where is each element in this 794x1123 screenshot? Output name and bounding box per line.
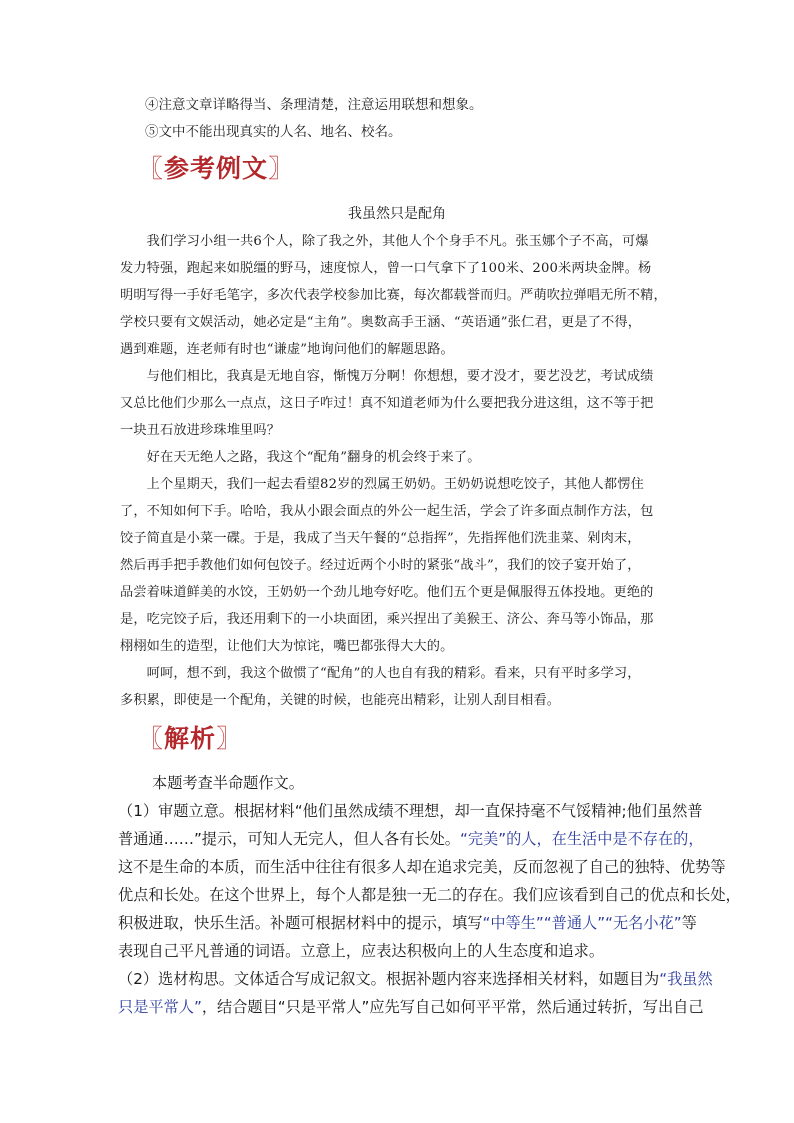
essay-line: 遇到难题，连老师有时也“谦虚”地询问他们的解题思路。 — [120, 342, 454, 357]
highlight-text: 只是平常人” — [118, 998, 202, 1016]
analysis-line: 积极进取，快乐生活。补题可根据材料中的提示，填写“中等生”“普通人”“无名小花”等 — [118, 914, 697, 932]
essay-line: 一块丑石放进珍珠堆里吗？ — [120, 423, 281, 438]
essay-line: 饺子简直是小菜一碟。于是，我成了当天午餐的“总指挥”，先指挥他们洗韭菜、剁肉末， — [120, 531, 641, 546]
analysis-line: 普通通……”提示，可知人无完人，但人各有长处。“完美”的人，在生活中是不存在的， — [118, 830, 704, 848]
requirement-4: ④注意文章详略得当、条理清楚，注意运用联想和想象。 — [145, 97, 483, 113]
requirement-5: ⑤文中不能出现真实的人名、地名、校名。 — [145, 124, 402, 140]
essay-line: 品尝着味道鲜美的水饺，王奶奶一个劲儿地夸好吃。他们五个更是佩服得五体投地。更绝的 — [120, 585, 654, 600]
essay-line: 多积累，即使是一个配角，关键的时候，也能亮出精彩，让别人刮目相看。 — [120, 693, 561, 708]
analysis-intro: 本题考查半命题作文。 — [152, 774, 304, 792]
highlight-text: “中等生”“普通人”“无名小花” — [482, 914, 682, 932]
essay-line: 好在天无绝人之路，我这个“配角”翻身的机会终于来了。 — [120, 450, 481, 465]
highlight-text: “完美”的人，在生活中是不存在的， — [460, 830, 704, 848]
essay-line: 发力特强，跑起来如脱缰的野马，速度惊人，曾一口气拿下了100米、200米两块金牌。杨 — [120, 261, 652, 276]
essay-line: 又总比他们少那么一点点，这日子咋过！真不知道老师为什么要把我分进这组，这不等于把 — [120, 396, 654, 411]
essay-line: 是，吃完饺子后，我还用剩下的一小块面团，乘兴捏出了美猴王、济公、奔马等小饰品，那 — [120, 612, 654, 627]
analysis-line: 只是平常人”，结合题目“只是平常人”应先写自己如何平平常，然后通过转折，写出自己 — [118, 998, 704, 1016]
analysis-line: 表现自己平凡普通的词语。立意上，应表达积极向上的人生态度和追求。 — [118, 942, 604, 960]
essay-line: 栩栩如生的造型，让他们大为惊诧，嘴巴都张得大大的。 — [120, 639, 454, 654]
highlight-text: “我虽然 — [659, 970, 713, 988]
essay-line: 与他们相比，我真是无地自容，惭愧万分啊！你想想，要才没才，要艺没艺，考试成绩 — [120, 369, 654, 384]
essay-line: 了，不知如何下手。哈哈，我从小跟会面点的外公一起生活，学会了许多面点制作方法，包 — [120, 504, 654, 519]
essay-line: 我们学习小组一共6个人，除了我之外，其他人个个身手不凡。张玉娜个子不高，可爆 — [120, 234, 649, 249]
analysis-line: （1）审题立意。根据材料“他们虽然成绩不理想，却一直保持毫不气馁精神;他们虽然普 — [118, 802, 703, 820]
essay-line: 上个星期天，我们一起去看望82岁的烈属王奶奶。王奶奶说想吃饺子，其他人都愣住 — [120, 477, 644, 492]
essay-line: 呵呵，想不到，我这个做惯了“配角”的人也自有我的精彩。看来，只有平时多学习， — [120, 666, 641, 681]
analysis-line: 这不是生命的本质，而生活中往往有很多人却在追求完美，反而忽视了自己的独特、优势等 — [118, 858, 726, 876]
essay-line: 学校只要有文娱活动，她必定是“主角”。奥数高手王涵、“英语通”张仁君，更是了不得， — [120, 315, 642, 330]
example-essay-heading: 〖参考例文〗 — [138, 154, 295, 183]
essay-line: 明明写得一手好毛笔字，多次代表学校参加比赛，每次都载誉而归。严萌吹拉弹唱无所不精， — [120, 288, 667, 303]
analysis-line: 优点和长处。在这个世界上，每个人都是独一无二的存在。我们应该看到自己的优点和长处， — [118, 886, 741, 904]
essay-line: 然后再手把手教他们如何包饺子。经过近两个小时的紧张“战斗”，我们的饺子宴开始了， — [120, 558, 641, 573]
analysis-line: （2）选材构思。文体适合写成记叙文。根据补题内容来选择相关材料，如题目为“我虽然 — [118, 970, 713, 988]
essay-title: 我虽然只是配角 — [348, 206, 446, 222]
analysis-heading: 〖解析〗 — [138, 724, 243, 753]
